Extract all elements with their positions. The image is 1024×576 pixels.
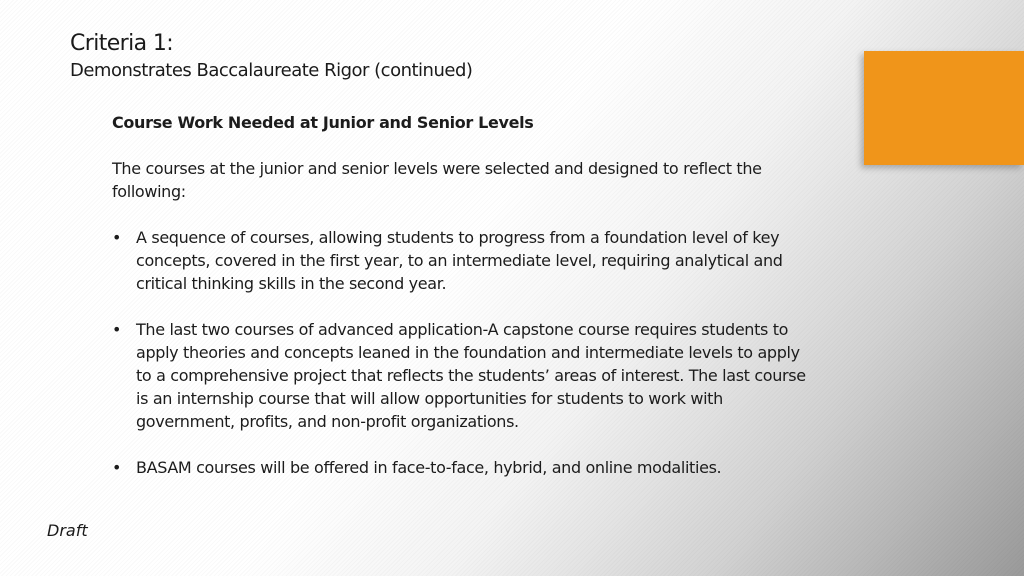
- bullet-item: [112, 318, 812, 433]
- slide-title: Criteria 1:: [70, 31, 174, 56]
- bullet-list: [112, 226, 812, 479]
- intro-paragraph: The courses at the junior and senior levels were selected and designed to reflect the following:: [112, 159, 762, 201]
- slide-subtitle: Demonstrates Baccalaureate Rigor (continued): [70, 60, 473, 81]
- bullet-text: A sequence of courses, allowing students to progress from a foundation level of key concepts, covered in the first year, to an intermediate level, requiring analytical and critical thinking skills in the second year.: [136, 228, 783, 293]
- bullet-text: The last two courses of advanced application-A capstone course requires students to apply theories and concepts leaned in the foundation and intermediate levels to apply to a comprehensive project that reflects the students’ areas of interest. The last course is an internship course that will allow opportunities for students to work with government, profits, and non-profit organizations.: [136, 320, 806, 431]
- draft-label: Draft: [47, 521, 88, 540]
- bullet-dot-icon: •: [112, 320, 122, 339]
- bullet-dot-icon: •: [112, 228, 122, 247]
- bullet-item: [112, 226, 812, 295]
- bullet-dot-icon: •: [112, 458, 122, 477]
- orange-accent-block: [864, 51, 1024, 165]
- section-heading: Course Work Needed at Junior and Senior Levels: [112, 113, 534, 132]
- bullet-item: [112, 456, 812, 479]
- bullet-text: BASAM courses will be offered in face-to-face, hybrid, and online modalities.: [136, 458, 722, 477]
- slide-body: [112, 111, 812, 502]
